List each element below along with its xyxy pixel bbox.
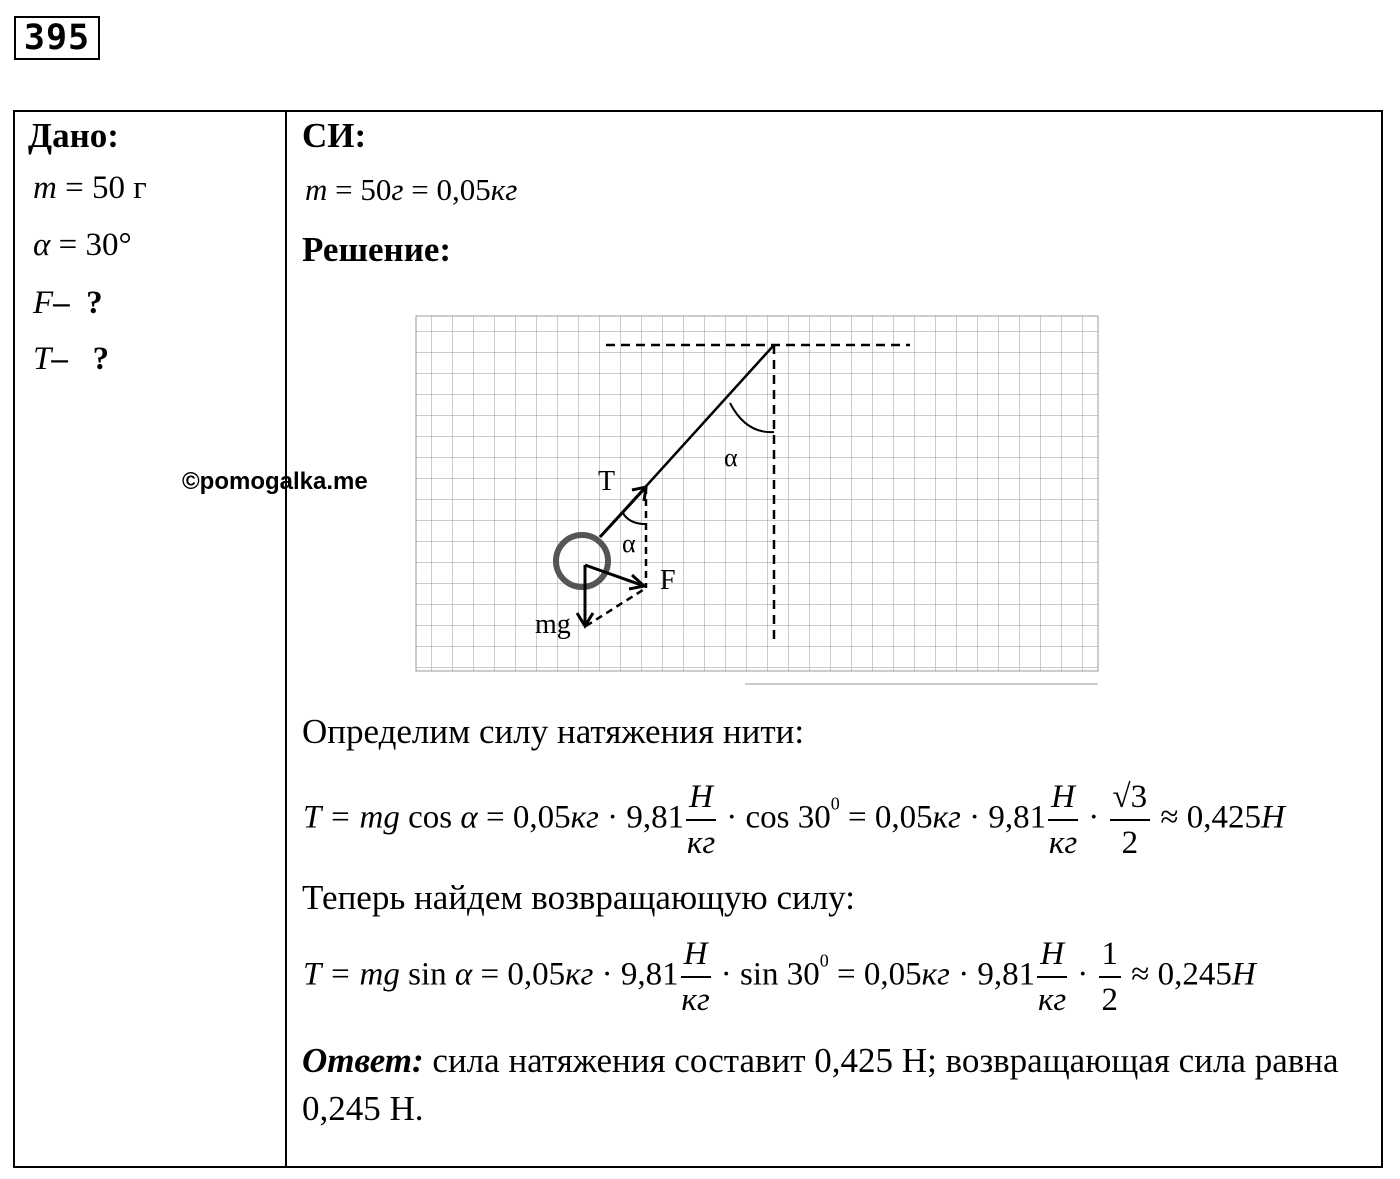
given-angle-value: = 30° xyxy=(50,227,132,263)
unknown-F-dash: – xyxy=(53,285,70,321)
label-T: T xyxy=(598,466,616,497)
label-F: F xyxy=(660,565,676,596)
given-angle xyxy=(33,227,132,264)
pendulum-diagram xyxy=(410,310,1110,690)
unknown-F-question: ? xyxy=(86,285,103,321)
given-mass xyxy=(33,170,147,207)
problem-number: 395 xyxy=(14,16,100,60)
answer xyxy=(302,1037,1372,1133)
unknown-F xyxy=(33,285,103,322)
answer-label: Ответ: xyxy=(302,1041,424,1080)
label-alpha-bottom: α xyxy=(622,529,636,558)
step2-text: Теперь найдем возвращающую силу: xyxy=(302,878,855,917)
unit-fraction: $\frac{Н}{кг}$ xyxy=(681,932,711,1022)
step1-text: Определим силу натяжения нити: xyxy=(302,712,805,751)
si-mass-unit2: кг xyxy=(490,172,518,207)
unknown-T-dash: – xyxy=(51,341,68,377)
unknown-T-question: ? xyxy=(92,341,110,377)
given-mass-value: = 50 г xyxy=(56,170,147,206)
label-mg: mg xyxy=(535,609,571,640)
watermark: ©pomogalka.me xyxy=(182,468,368,495)
unit-fraction: $\frac{Н}{кг}$ xyxy=(1037,932,1067,1022)
value-fraction: $\frac{√3}{2}$ xyxy=(1110,775,1151,865)
given-angle-var: α xyxy=(33,227,51,263)
unit-fraction: $\frac{Н}{кг}$ xyxy=(1048,775,1078,865)
answer-text: сила натяжения составит 0,425 Н; возвращающая сила равна 0,245 Н. xyxy=(302,1041,1339,1128)
si-mass-eq1: = 50 xyxy=(327,172,392,207)
unknown-F-var: F xyxy=(33,285,54,321)
si-mass-unit1: г xyxy=(391,172,404,207)
label-alpha-top: α xyxy=(724,443,738,472)
si-mass-var: m xyxy=(305,172,328,207)
given-mass-var: m xyxy=(33,170,57,206)
grid-paper xyxy=(416,316,1098,671)
si-mass-conversion xyxy=(305,172,517,208)
unknown-T-var: T xyxy=(33,341,52,377)
given-header: Дано: xyxy=(28,116,119,155)
solution-header: Решение: xyxy=(302,230,452,269)
restoring-formula: T = mg sin α = 0,05кг · 9,81 $\frac{Н}{кг}$ · $\sin 30^0 = 0,05кг \cdot 9,81$ $\frac{Н}{кг}$ · $\frac{1}{2}$ ≈ 0,245Н xyxy=(303,932,1256,1022)
column-divider xyxy=(285,110,287,1168)
si-mass-eq2: = 0,05 xyxy=(403,172,491,207)
unit-fraction: $\frac{Н}{кг}$ xyxy=(686,775,716,865)
value-fraction: $\frac{1}{2}$ xyxy=(1099,932,1122,1022)
tension-formula: T = mg cos α = 0,05кг · 9,81 $\frac{Н}{кг}$ · $\cos 30^0 = 0,05кг \cdot 9,81$ $\frac{Н}{кг}$ · $\frac{√3}{2}$ ≈ 0,425Н xyxy=(303,775,1285,865)
unknown-T xyxy=(33,341,109,378)
si-header: СИ: xyxy=(302,116,367,155)
